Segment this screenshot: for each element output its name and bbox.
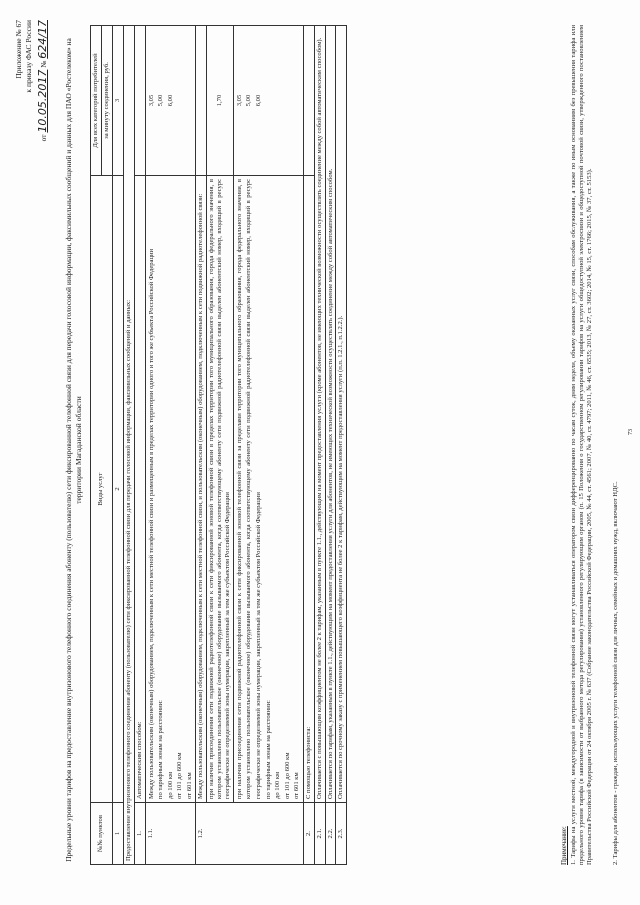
table-row xyxy=(233,26,303,865)
row-number: 1. xyxy=(134,803,145,865)
tariff-value: 5,00 xyxy=(157,94,165,107)
order-number: 624/17 xyxy=(36,20,49,59)
row-number: 1.2. xyxy=(196,803,303,865)
distance-line: от 101 до 600 км xyxy=(176,752,184,799)
distance-line: от 601 км xyxy=(293,772,301,799)
table-row xyxy=(207,26,234,865)
header-consumers: Для всех категорий потребителей xyxy=(91,26,102,176)
row-text: Автоматическим способом: xyxy=(134,176,145,803)
row-number: 2. xyxy=(303,803,314,865)
number-prefix: № xyxy=(39,60,48,68)
tariff-value: 1,70 xyxy=(207,26,234,176)
tariff-value: 3,05 xyxy=(235,94,243,107)
date-prefix: от xyxy=(39,134,48,142)
table-row xyxy=(336,26,347,865)
row-number: 1.1. xyxy=(145,803,196,865)
row-values xyxy=(233,26,303,176)
order-date: 10.05.2017 xyxy=(36,69,49,133)
column-number: 3 xyxy=(112,26,123,176)
table-row xyxy=(145,26,196,865)
row-text: Оплачивается с повышающим коэффициентом не более 2 к тарифам, указанным в пункте 1.1., действующим на момент предоставления услуги (кроме абонентов, не имеющих технической возможности осуществлять соединение между собой автоматическим способом). xyxy=(314,26,325,803)
table-header-row xyxy=(91,26,102,865)
row-value xyxy=(303,26,314,176)
section-title: Предоставление внутризонового телефонного соединения абоненту (пользователю) сети фиксированной телефонной связи для передачи голосовой информации, факсимильных сообщений и данных: xyxy=(123,26,134,865)
document-title: Предельные уровни тарифов на предоставление внутризонового телефонного соединения абоненту (пользователю) сети фиксированной телефонной связи для передачи голосовой информации, факсимильных сообщений и данных для ПАО «Ростелеком» на территории Магаданской области xyxy=(64,38,83,862)
row-number: 2.1. xyxy=(314,803,325,865)
row-number: 2.2. xyxy=(325,803,336,865)
row-value xyxy=(196,26,207,176)
table-row xyxy=(196,26,207,865)
column-number-row xyxy=(112,26,123,865)
table-row xyxy=(134,26,145,865)
column-number: 1 xyxy=(112,803,123,865)
row-text: Оплачивается по тарифам, указанным в пункте 1.1., действующим на момент предоставления услуги для абонентов, не имеющих технической возможности осуществлять соединение между собой автоматическим способом. xyxy=(325,26,336,803)
row-text: С помощью телефониста: xyxy=(303,176,314,803)
page-number: 73 xyxy=(628,429,634,435)
tariff-table xyxy=(90,25,347,865)
appendix-header xyxy=(14,20,34,93)
appendix-number: Приложение № 67 xyxy=(14,20,23,79)
row-text xyxy=(233,176,303,803)
tariff-value: 5,00 xyxy=(245,94,253,107)
note-2: 2. Тарифы для абонентов - граждан, использующих услуги телефонной связи для личных, семейных и домашних нужд, включают НДС. xyxy=(612,481,619,865)
row-number: 2.3. xyxy=(336,803,347,865)
notes-title: Примечание: xyxy=(560,826,568,865)
row-values xyxy=(145,26,196,176)
note-1: 1. Тарифы на услуги местной, междугородной и внутризоновой телефонной связи могут устанавливаться оператором связи дифференцированно по часам суток, дням недели, объему оказанных услуг связи, способам обслуживания, а также по иным основаниям без превышения тарифа или предельного уровня тарифа (в зависимости от выбранного метода регулирования) установленного регулирующим органом (п. 15 Положения о государственном регулировании тарифов на услуги общедоступной электросвязи и общедоступной почтовой связи, утвержденного постановлением Правительства Российской Федерации от 24 октября 2005 г. № 637 (Собрание законодательства Российской Федерации, 2005, № 44, ст. 4561; 2007, № 40, ст. 4797; 2011, № 46, ст. 6535; 2013, № 27, ст. 3602; 2014, № 15, ст. 1766; 2015, № 37, ст. 5153). xyxy=(570,25,594,865)
tariff-value: 6,00 xyxy=(254,94,262,107)
header-num: №№ пунктов xyxy=(91,803,113,865)
row-text: Между пользовательским (оконечным) оборудованием, подключенным к сети местной телефонной связи, и пользовательским (оконечным) оборудованием, подключенным к сети подвижной радиотелефонной связи: xyxy=(196,176,207,803)
table-row xyxy=(314,26,325,865)
column-number: 2 xyxy=(112,176,123,803)
order-date-line xyxy=(36,20,49,141)
row-text xyxy=(145,176,196,803)
row-description: при наличии присоединения сети подвижной радиотелефонной связи к сети фиксированной зоновой телефонной связи за пределами территории того муниципального образования, города федерального значения, в котором установлено пользовательское (оконечное) оборудование вызываемого абонента, когда соответствующему абоненту сети подвижной радиотелефонной связи выделен абонентский номер, входящий в ресурс географически не определяемой зоны нумерации, закрепленный за тем же субъектом Российской Федерации xyxy=(235,179,262,799)
table-row xyxy=(325,26,336,865)
order-reference: к приказу ФАС России xyxy=(23,20,33,93)
distance-heading: по тарифным зонам на расстоянии: xyxy=(264,700,272,799)
row-value xyxy=(134,26,145,176)
distance-line: от 101 до 600 км xyxy=(283,752,291,799)
section-row xyxy=(123,26,134,865)
tariff-value: 3,05 xyxy=(147,94,155,107)
distance-line: до 100 км xyxy=(166,771,174,799)
header-unit: за минуту соединения, руб. xyxy=(101,26,112,176)
distance-line: от 601 км xyxy=(185,772,193,799)
row-text: Оплачивается по срочному заказу с применением повышающего коэффициента не более 2 к тарифам, действующим на момент предоставления услуги (п.п. 1.2.1., п.1.2.2.). xyxy=(336,26,347,803)
table-row xyxy=(303,26,314,865)
tariff-value: 6,00 xyxy=(166,94,174,107)
row-text: при наличии присоединения сети подвижной радиотелефонной связи к сети фиксированной зоновой телефонной связи в пределах территории того муниципального образования, города федерального значения, в котором установлено пользовательское (оконечное) оборудование вызываемого абонента, когда соответствующему абоненту сети подвижной радиотелефонной связи выделен абонентский номер, входящий в ресурс географически не определяемой зоны нумерации, закрепленный за тем же субъектом Российской Федерации xyxy=(207,176,234,803)
distance-line: до 100 км xyxy=(274,771,282,799)
header-service: Виды услуг xyxy=(91,176,113,803)
distance-heading: по тарифным зонам на расстоянии: xyxy=(157,700,165,799)
row-description: Между пользовательским (оконечным) оборудованием, подключенным к сети местной телефонной связи и размещенным в пределах территории одного и того же субъекта Российской Федерации xyxy=(147,248,155,799)
